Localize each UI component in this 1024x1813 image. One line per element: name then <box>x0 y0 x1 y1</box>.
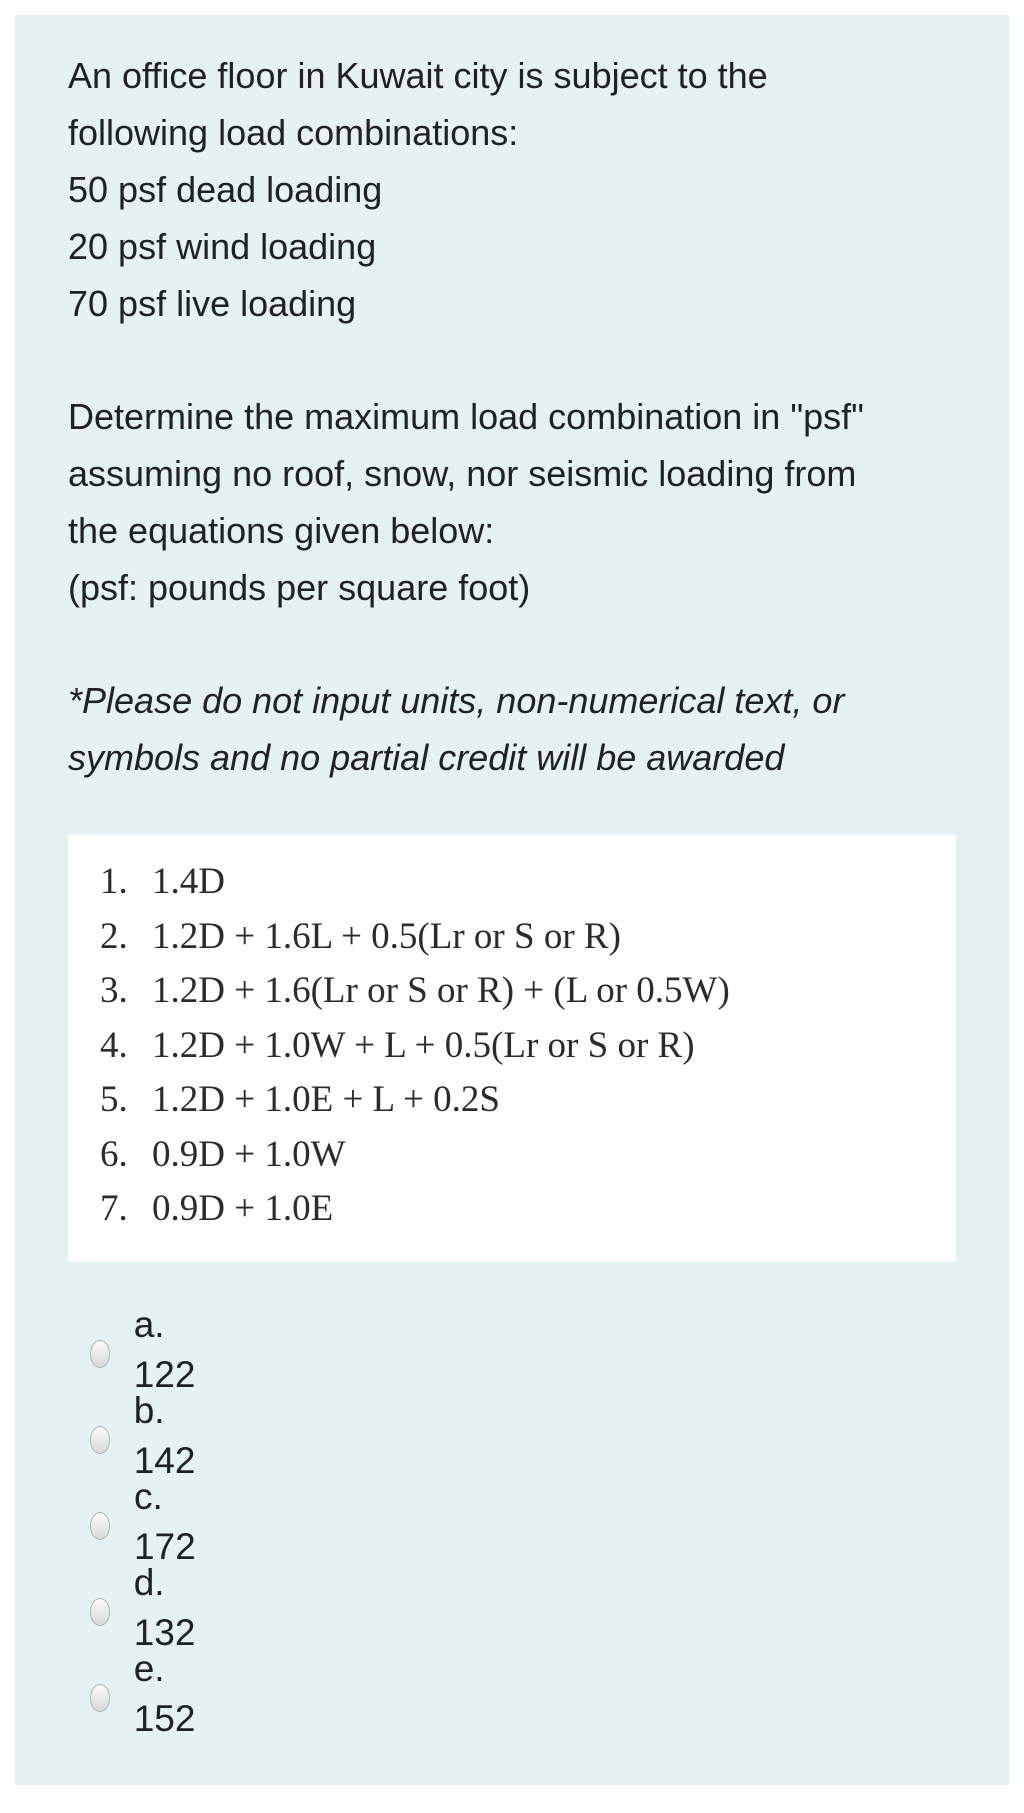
question-card <box>15 15 1009 1785</box>
option-label[interactable]: e. 152 <box>133 1648 196 1739</box>
option-d[interactable] <box>90 1562 204 1653</box>
option-label[interactable]: a. 122 <box>133 1304 196 1395</box>
task-line: the equations given below: <box>68 510 495 551</box>
equation-expression: 1.2D + 1.0E + L + 0.2S <box>152 1079 500 1120</box>
load-item: 70 psf live loading <box>68 283 357 324</box>
equation-expression: 1.4D <box>152 861 225 902</box>
equation-expression: 1.2D + 1.6L + 0.5(Lr or S or R) <box>152 915 621 957</box>
radio-button[interactable] <box>90 1512 110 1540</box>
option-b[interactable] <box>90 1390 204 1481</box>
equation-expression: 0.9D + 1.0E <box>152 1188 334 1229</box>
equation-row <box>100 1019 956 1074</box>
radio-button[interactable] <box>90 1598 110 1626</box>
equation-number: 2. <box>100 915 128 957</box>
equations-image <box>68 835 956 1262</box>
equation-row <box>100 1182 956 1237</box>
option-label[interactable]: b. 142 <box>133 1390 196 1481</box>
question-text <box>68 47 968 786</box>
equation-row <box>100 964 956 1019</box>
option-e[interactable] <box>90 1648 204 1739</box>
equation-number: 1. <box>100 861 128 902</box>
equation-number: 3. <box>100 970 128 1011</box>
equation-row <box>100 910 956 965</box>
equation-expression: 1.2D + 1.6(Lr or S or R) + (L or 0.5W) <box>152 970 730 1011</box>
instruction-note: symbols and no partial credit will be awarded <box>68 737 785 778</box>
task-line: (psf: pounds per square foot) <box>68 567 531 608</box>
equation-row <box>100 1073 956 1128</box>
option-a[interactable] <box>90 1304 204 1395</box>
option-c[interactable] <box>90 1476 204 1567</box>
radio-button[interactable] <box>90 1340 110 1368</box>
task-line: assuming no roof, snow, nor seismic loading from <box>68 453 857 494</box>
task-line: Determine the maximum load combination in "psf" <box>68 396 864 437</box>
radio-button[interactable] <box>90 1684 110 1712</box>
option-label[interactable]: c. 172 <box>133 1476 196 1567</box>
equation-number: 5. <box>100 1079 128 1120</box>
instruction-note: *Please do not input units, non-numerical text, or <box>68 680 845 721</box>
equation-expression: 1.2D + 1.0W + L + 0.5(Lr or S or R) <box>152 1024 695 1066</box>
equation-number: 4. <box>100 1024 128 1066</box>
equation-expression: 0.9D + 1.0W <box>152 1133 346 1175</box>
load-item: 20 psf wind loading <box>68 226 377 267</box>
radio-button[interactable] <box>90 1426 110 1454</box>
load-item: 50 psf dead loading <box>68 169 383 210</box>
intro-line: An office floor in Kuwait city is subject to the <box>68 55 768 96</box>
option-label[interactable]: d. 132 <box>133 1562 196 1653</box>
intro-line: following load combinations: <box>68 112 519 153</box>
equation-number: 7. <box>100 1188 128 1229</box>
equation-number: 6. <box>100 1133 128 1175</box>
equation-row <box>100 855 956 910</box>
equation-row <box>100 1128 956 1183</box>
